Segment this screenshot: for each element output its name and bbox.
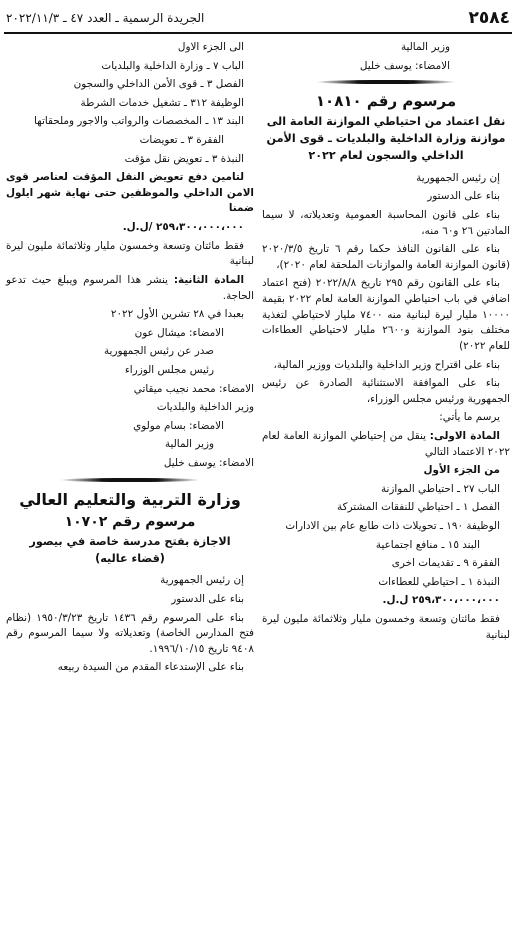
transfer-amount: ٢٥٩،٣٠٠،٠٠٠،٠٠٠ /ل.ل. — [122, 221, 244, 234]
right-column — [262, 40, 510, 646]
decree-paragraph: إن رئيس الجمهورية — [416, 171, 500, 184]
section-divider — [316, 80, 456, 84]
decree-paragraph: بناء على اقتراح وزير الداخلية والبلديات ووزير المالية، — [273, 358, 500, 371]
decree-paragraph: بناء على الموافقة الاستثنائية الصادرة عن رئيس الجمهورية ورئيس مجلس الوزراء، — [262, 377, 510, 405]
signature-line: وزير الداخلية والبلديات — [156, 401, 254, 414]
decree-title: نقل اعتماد من احتياطي الموازنة العامة الى موازنة وزارة الداخلية والبلديات ـ قوى الأمن الداخلي والسجون لعام ٢٠٢٢ — [266, 114, 506, 163]
article-1-label: المادة الاولى: — [429, 429, 500, 442]
to-item: الوظيفة ٣١٢ ـ تشغيل خدمات الشرطة — [80, 96, 244, 109]
from-item: الفقرة ٩ ـ تقديمات اخرى — [391, 557, 500, 570]
decree-number: مرسوم رقم ١٠٧٠٢ — [64, 513, 196, 530]
decree-paragraph: بناء على قانون المحاسبة العمومية وتعديلاته، لا سيما المادتين ٢٦ و٦٠ منه، — [262, 209, 510, 237]
to-item: الباب ٧ ـ وزارة الداخلية والبلديات — [101, 59, 244, 72]
from-item: الوظيفة ١٩٠ ـ تحويلات ذات طابع عام بين الادارات — [285, 519, 500, 532]
decree-paragraph: بناء على الدستور — [427, 190, 500, 203]
amount-in-words: فقط مائتان وتسعة وخمسون مليار وثلاثمائة مليون ليرة لبنانية — [262, 613, 510, 641]
ministry-title: وزارة التربية والتعليم العالي — [19, 489, 241, 509]
top-signature-title: وزير المالية — [400, 41, 450, 53]
signature-line: رئيس مجلس الوزراء — [124, 363, 214, 376]
to-item: الفصل ٣ ـ قوى الأمن الداخلي والسجون — [73, 78, 244, 91]
from-item: الباب ٢٧ ـ احتياطي الموازنة — [380, 482, 500, 495]
section-divider — [60, 478, 200, 482]
article-1 — [262, 429, 510, 460]
date-line: بعبدا في ٢٨ تشرين الأول ٢٠٢٢ — [110, 308, 244, 321]
header-rule — [4, 32, 512, 34]
article-2 — [6, 273, 254, 304]
to-part: الى الجزء الاول — [177, 41, 244, 53]
signature-line: الامضاء: بسام مولوي — [133, 419, 224, 432]
signature-line: صدر عن رئيس الجمهورية — [103, 345, 214, 358]
decree-paragraph: يرسم ما يأتي: — [439, 411, 500, 424]
from-item: البند ١٥ ـ منافع اجتماعية — [375, 538, 480, 551]
transfer-purpose: لتامين دفع تعويض النقل المؤقت لعناصر قوى الامن الداخلي والموظفين حتى نهاية شهر ايلول ضمنا — [6, 171, 254, 215]
transfer-amount: ٢٥٩،٣٠٠،٠٠٠،٠٠٠ ل.ل. — [382, 594, 500, 607]
from-item: الفصل ١ ـ احتياطي للنفقات المشتركة — [337, 501, 500, 514]
to-item: الفقرة ٣ ـ تعويضات — [139, 134, 224, 147]
journal-title: الجريدة الرسمية ـ العدد ٤٧ ـ ٢٠٢٢/١١/٣ — [6, 11, 205, 25]
decree-title: الاجازة بفتح مدرسة خاصة في بيصور — [29, 534, 231, 548]
page-number: ٢٥٨٤ — [468, 8, 510, 28]
article-2-text: ينشر هذا المرسوم ويبلغ حيث تدعو الحاجة. — [6, 273, 254, 302]
signature-line: الامضاء: محمد نجيب ميقاتي — [133, 382, 254, 395]
to-item: النبذة ٣ ـ تعويض نقل مؤقت — [124, 152, 244, 165]
amount-in-words: فقط مائتان وتسعة وخمسون مليار وثلاثمائة مليون ليرة لبنانية — [6, 239, 254, 268]
from-part: من الجزء الأول — [423, 464, 500, 477]
decree-paragraph: بناء على المرسوم رقم ١٤٣٦ تاريخ ١٩٥٠/٣/٢٣ (نظام فتح المدارس الخاصة) وتعديلاته ولا سيما المرسوم رقم ٩٤٠٨ تاريخ ١٩٩٦/١٠/١٥. — [6, 611, 254, 655]
decree-paragraph: بناء على الدستور — [171, 592, 244, 605]
decree-paragraph: إن رئيس الجمهورية — [160, 574, 244, 587]
left-column — [6, 40, 254, 679]
signature-line: الامضاء: يوسف خليل — [163, 457, 254, 470]
decree-subtitle: (قضاء عاليه) — [95, 551, 165, 565]
from-item: النبذة ١ ـ احتياطي للعطاءات — [378, 575, 500, 588]
signature-line: الامضاء: ميشال عون — [134, 326, 224, 339]
top-signature-name: الامضاء: يوسف خليل — [359, 59, 450, 72]
decree-number: مرسوم رقم ١٠٨١٠ — [315, 92, 457, 111]
page-header — [6, 6, 510, 30]
to-item: البند ١٣ ـ المخصصات والرواتب والاجور وملحقاتها — [33, 115, 244, 128]
decree-paragraph: بناء على القانون رقم ٢٩٥ تاريخ ٢٠٢٢/٨/٨ (فتح اعتماد اضافي في باب احتياطي الموازنة العامة لعام ٢٠٢٢ بقيمة ١٠٠٠٠ مليار ليرة لبنانية منه ٧٤٠٠ مليار لاحتياطي لتغذية مختلف بنود الموازنة و٢٦٠٠ مليار لاحتياطي العطاءات للعام ٢٠٢٢) — [262, 277, 510, 352]
decree-paragraph: بناء على الإستدعاء المقدم من السيدة ربيعه — [57, 661, 244, 674]
article-1-text: ينقل من إحتياطي الموازنة العامة لعام ٢٠٢٢ الاعتماد التالي — [262, 429, 510, 458]
article-2-label: المادة الثانية: — [173, 273, 245, 286]
signature-line: وزير المالية — [164, 438, 214, 451]
decree-paragraph: بناء على القانون النافذ حكما رقم ٦ تاريخ ٢٠٢٠/٣/٥ (قانون الموازنة العامة والموازنات الملحقة لعام ٢٠٢٠)، — [262, 243, 510, 271]
